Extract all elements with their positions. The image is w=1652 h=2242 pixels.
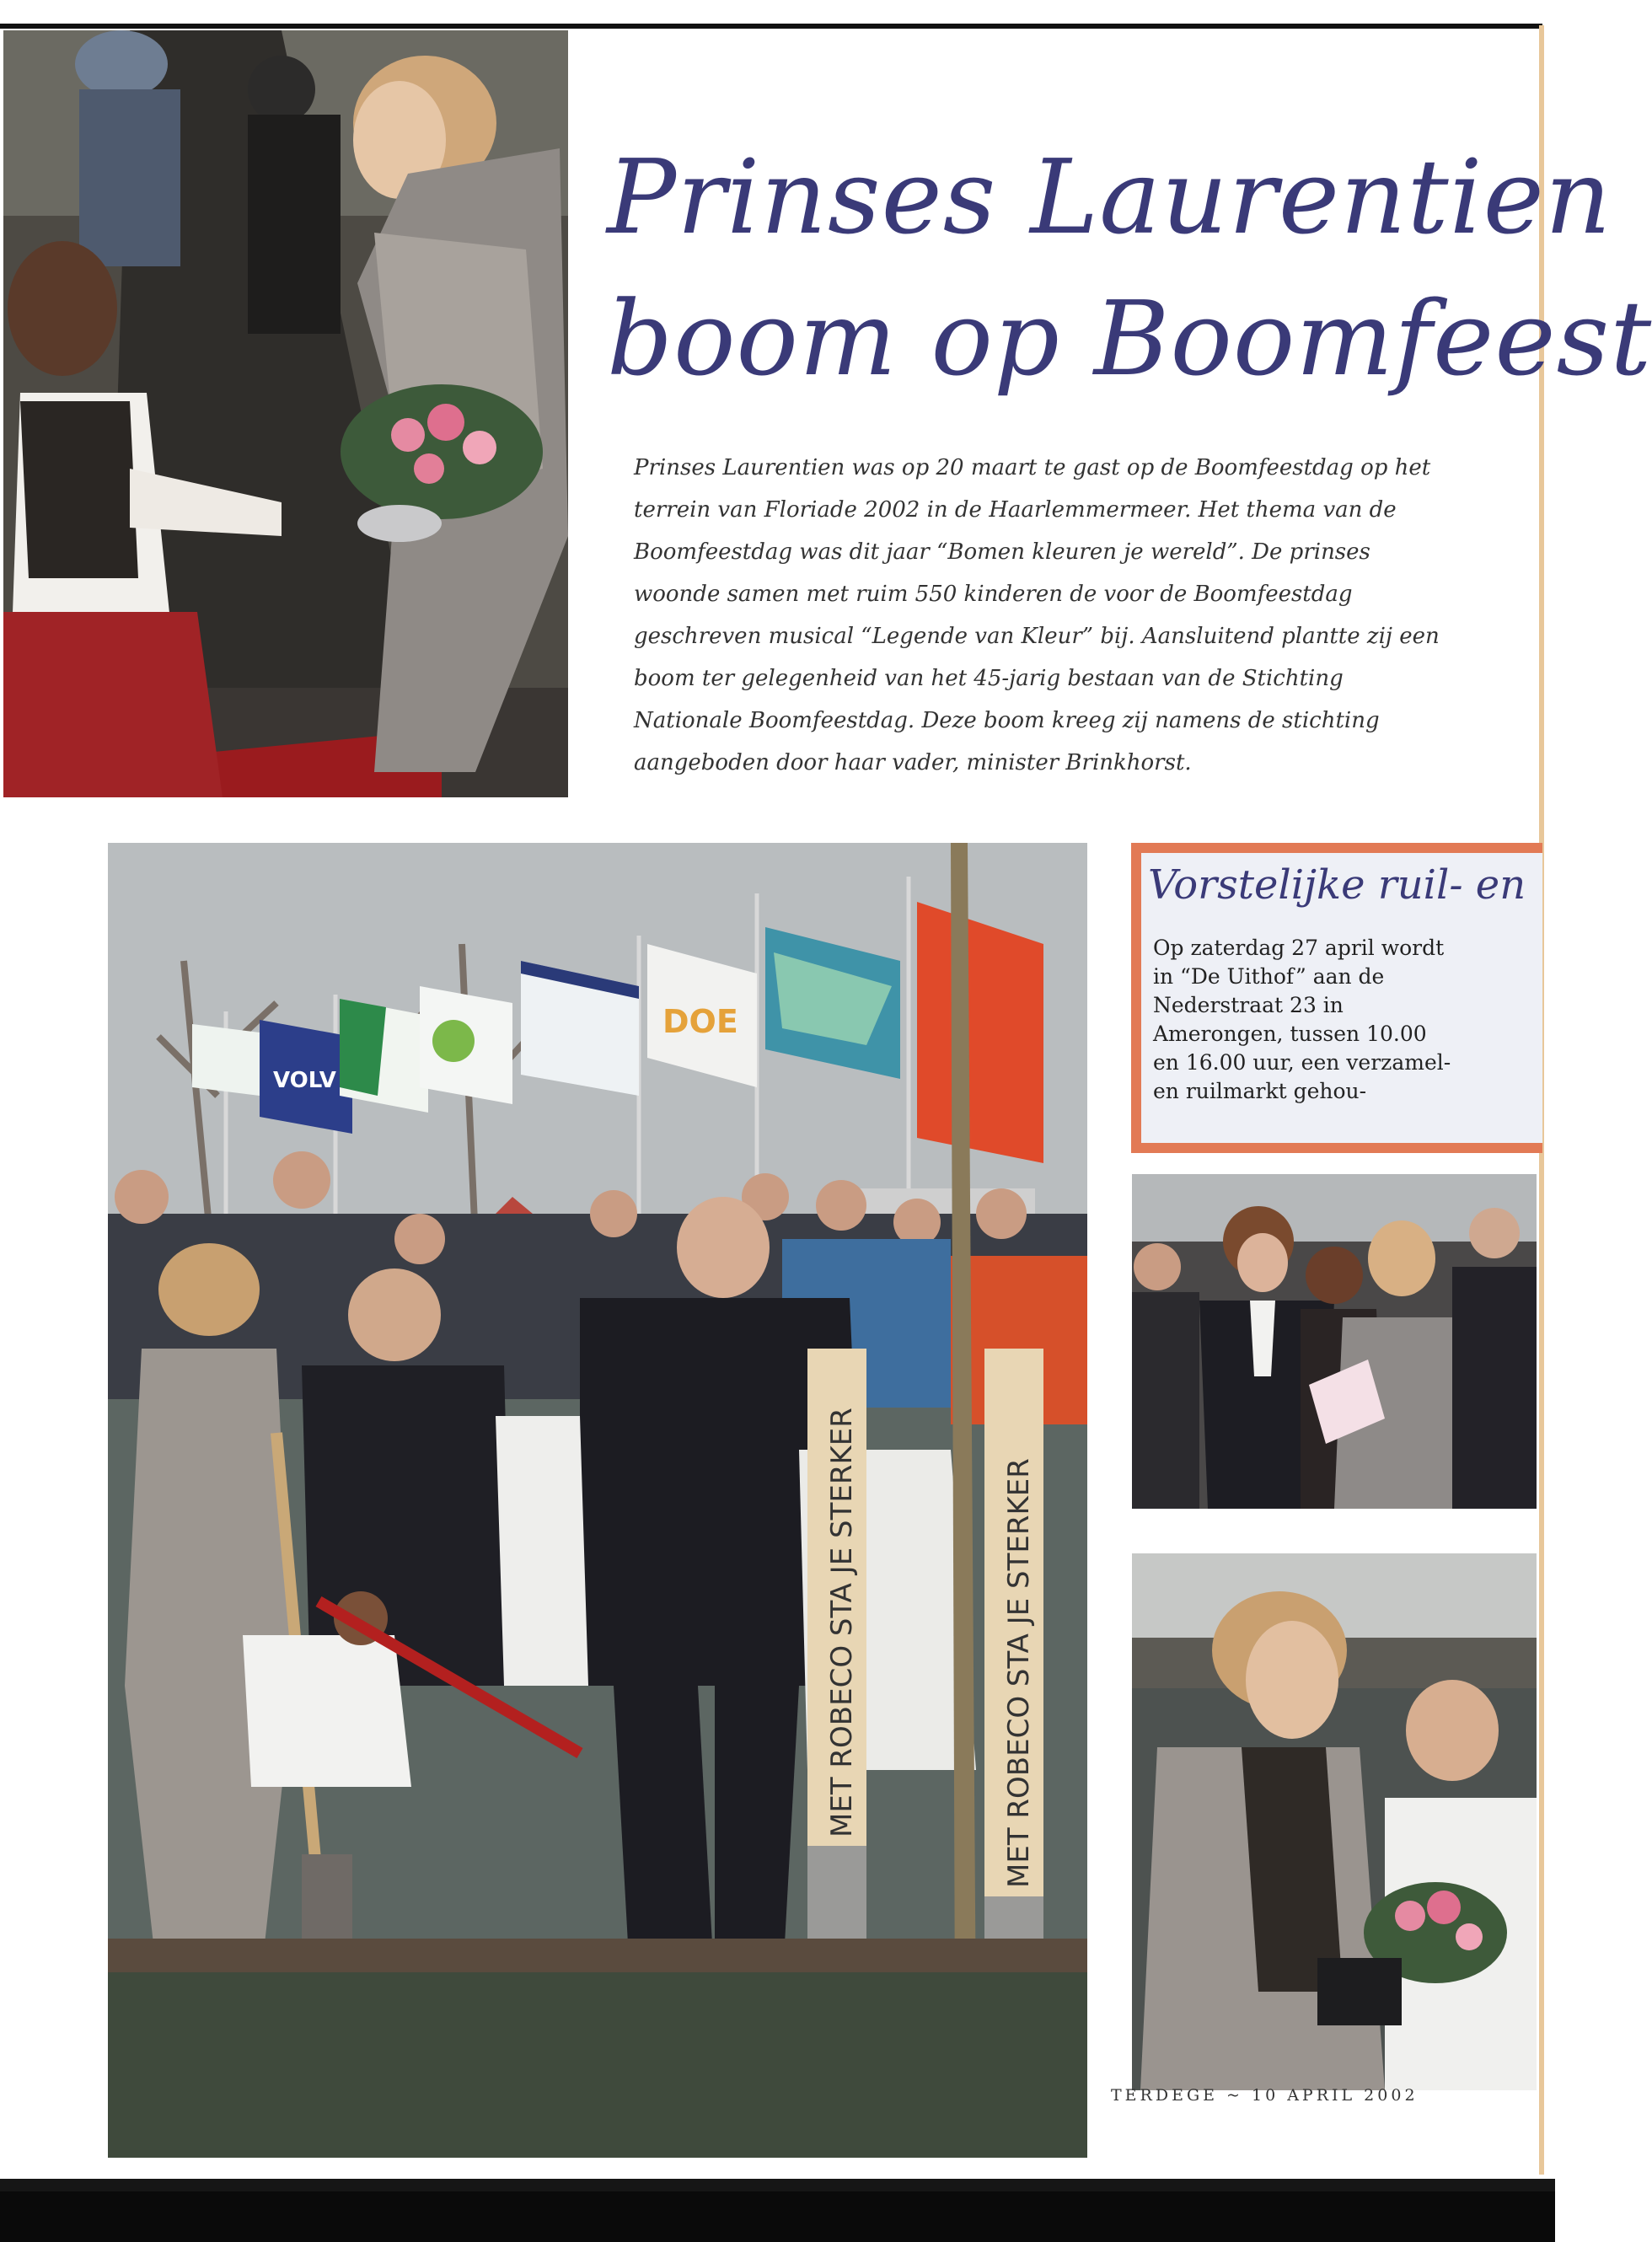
top-rule [0,24,1542,29]
bottom-bar [0,2191,1555,2242]
flag-label-volvo: VOLV [273,1068,336,1093]
headline [607,126,1652,430]
headline-line-2: boom op Boomfeest [607,279,1652,399]
flag-label-doe: DOE [662,1003,738,1040]
sidebar-box-text: Op zaterdag 27 april wordt in “De Uithof” aan de Nederstraat 23 in Amerongen, tussen 10.00 en 16.00 uur, een verzamel- en ruilmarkt gehou- [1153,936,1451,1103]
post-text-left: MET ROBECO STA JE STERKER [825,1408,859,1837]
headline-line-1: Prinses Laurentien [607,137,1612,257]
footer-issue: TERDEGE ~ 10 APRIL 2002 [1111,2086,1419,2105]
post-text-right: MET ROBECO STA JE STERKER [1002,1458,1036,1888]
photo-tree-planting [108,843,1087,2158]
sidebar-box-title: Vorstelijke ruil- en [1148,861,1526,909]
bottom-strip [0,2179,1555,2191]
photo-princess-with-boy [1132,1553,1537,2090]
photo-flower-presentation [3,30,568,797]
photo-receiving-gift [1132,1174,1537,1509]
intro-paragraph: Prinses Laurentien was op 20 maart te gast op de Boomfeestdag op het terrein van Floriade 2002 in de Haarlemmermeer. Het thema van de Boomfeestdag was dit jaar “Bomen kleuren je wereld”. De prinses woonde samen met ruim 550 kinderen de voor de Boomfeestdag geschreven musical “Legende van Kleur” bij. Aansluitend plantte zij een boom ter gelegenheid van het 45-jarig bestaan van de Stichting Nationale Boomfeestdag. Deze boom kreeg zij namens de stichting aangeboden door haar vader, minister Brinkhorst. [634,455,1440,775]
